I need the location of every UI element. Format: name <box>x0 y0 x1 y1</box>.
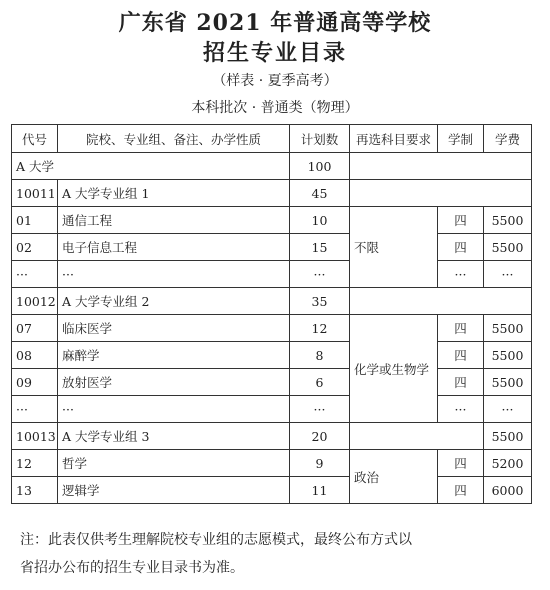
major-code: 02 <box>12 234 58 261</box>
university-row <box>12 153 532 180</box>
ellipsis-cell: ··· <box>438 396 484 423</box>
footnote-line1: 注：此表仅供考生理解院校专业组的志愿模式，最终公布方式以 <box>20 532 412 548</box>
major-row <box>12 477 532 504</box>
page-title-line2: 招生专业目录 <box>202 40 347 66</box>
ellipsis-cell: ··· <box>58 396 290 423</box>
duration: 四 <box>438 315 484 342</box>
fee: 6000 <box>484 477 532 504</box>
major-code: 13 <box>12 477 58 504</box>
major-code: 09 <box>12 369 58 396</box>
ellipsis-cell: ··· <box>484 261 532 288</box>
ellipsis-row <box>12 261 532 288</box>
ellipsis-cell: ··· <box>58 261 290 288</box>
header-duration: 学制 <box>438 125 484 153</box>
major-code: 01 <box>12 207 58 234</box>
subject-requirement: 政治 <box>350 450 438 504</box>
major-name: 逻辑学 <box>58 477 290 504</box>
major-code: 07 <box>12 315 58 342</box>
batch-label: 本科批次 · 普通类（物理） <box>191 100 359 116</box>
footnote <box>20 526 535 582</box>
major-row <box>12 369 532 396</box>
plan-count: 35 <box>290 288 350 315</box>
plan-count: 6 <box>290 369 350 396</box>
duration: 四 <box>438 477 484 504</box>
plan-count: 10 <box>290 207 350 234</box>
duration: 四 <box>438 234 484 261</box>
empty-cell <box>350 288 532 315</box>
major-row <box>12 234 532 261</box>
duration: 四 <box>438 207 484 234</box>
ellipsis-cell: ··· <box>290 396 350 423</box>
duration: 四 <box>438 342 484 369</box>
fee: 5200 <box>484 450 532 477</box>
fee: 5500 <box>484 369 532 396</box>
header-subject-req: 再选科目要求 <box>350 125 438 153</box>
group-row <box>12 423 532 450</box>
group-name: A 大学专业组 1 <box>58 180 290 207</box>
plan-count: 9 <box>290 450 350 477</box>
fee: 5500 <box>484 207 532 234</box>
fee: 5500 <box>484 234 532 261</box>
major-row <box>12 450 532 477</box>
ellipsis-cell: ··· <box>484 396 532 423</box>
empty-cell <box>350 180 532 207</box>
university-name: A 大学 <box>12 153 290 180</box>
plan-count: 45 <box>290 180 350 207</box>
ellipsis-cell: ··· <box>290 261 350 288</box>
major-name: 哲学 <box>58 450 290 477</box>
catalog-table <box>11 124 532 504</box>
ellipsis-row <box>12 396 532 423</box>
major-row <box>12 207 532 234</box>
group-code: 10012 <box>12 288 58 315</box>
table-header-row <box>12 125 532 153</box>
fee: 5500 <box>484 342 532 369</box>
group-row <box>12 288 532 315</box>
plan-count: 20 <box>290 423 350 450</box>
plan-count: 15 <box>290 234 350 261</box>
sample-subtitle: （样表 · 夏季高考） <box>212 73 338 89</box>
ellipsis-cell: ··· <box>438 261 484 288</box>
fee: 5500 <box>484 423 532 450</box>
ellipsis-cell: ··· <box>12 396 58 423</box>
header-name: 院校、专业组、备注、办学性质 <box>58 125 290 153</box>
plan-count: 11 <box>290 477 350 504</box>
page-title-line1: 广东省 2021 年普通高等学校 <box>118 10 432 36</box>
group-name: A 大学专业组 3 <box>58 423 290 450</box>
plan-count: 12 <box>290 315 350 342</box>
duration: 四 <box>438 450 484 477</box>
fee: 5500 <box>484 315 532 342</box>
header-fee: 学费 <box>484 125 532 153</box>
major-row <box>12 315 532 342</box>
footnote-line2: 省招办公布的招生专业目录书为准。 <box>20 560 244 576</box>
header-plan: 计划数 <box>290 125 350 153</box>
duration: 四 <box>438 369 484 396</box>
major-name: 电子信息工程 <box>58 234 290 261</box>
major-code: 08 <box>12 342 58 369</box>
major-row <box>12 342 532 369</box>
empty-cell <box>350 423 484 450</box>
major-name: 临床医学 <box>58 315 290 342</box>
header-code: 代号 <box>12 125 58 153</box>
subject-requirement: 不限 <box>350 207 438 288</box>
major-code: 12 <box>12 450 58 477</box>
subject-requirement: 化学或生物学 <box>350 315 438 423</box>
group-name: A 大学专业组 2 <box>58 288 290 315</box>
major-name: 放射医学 <box>58 369 290 396</box>
group-code: 10013 <box>12 423 58 450</box>
empty-cell <box>350 153 532 180</box>
major-name: 通信工程 <box>58 207 290 234</box>
group-code: 10011 <box>12 180 58 207</box>
major-name: 麻醉学 <box>58 342 290 369</box>
plan-count: 100 <box>290 153 350 180</box>
group-row <box>12 180 532 207</box>
plan-count: 8 <box>290 342 350 369</box>
ellipsis-cell: ··· <box>12 261 58 288</box>
